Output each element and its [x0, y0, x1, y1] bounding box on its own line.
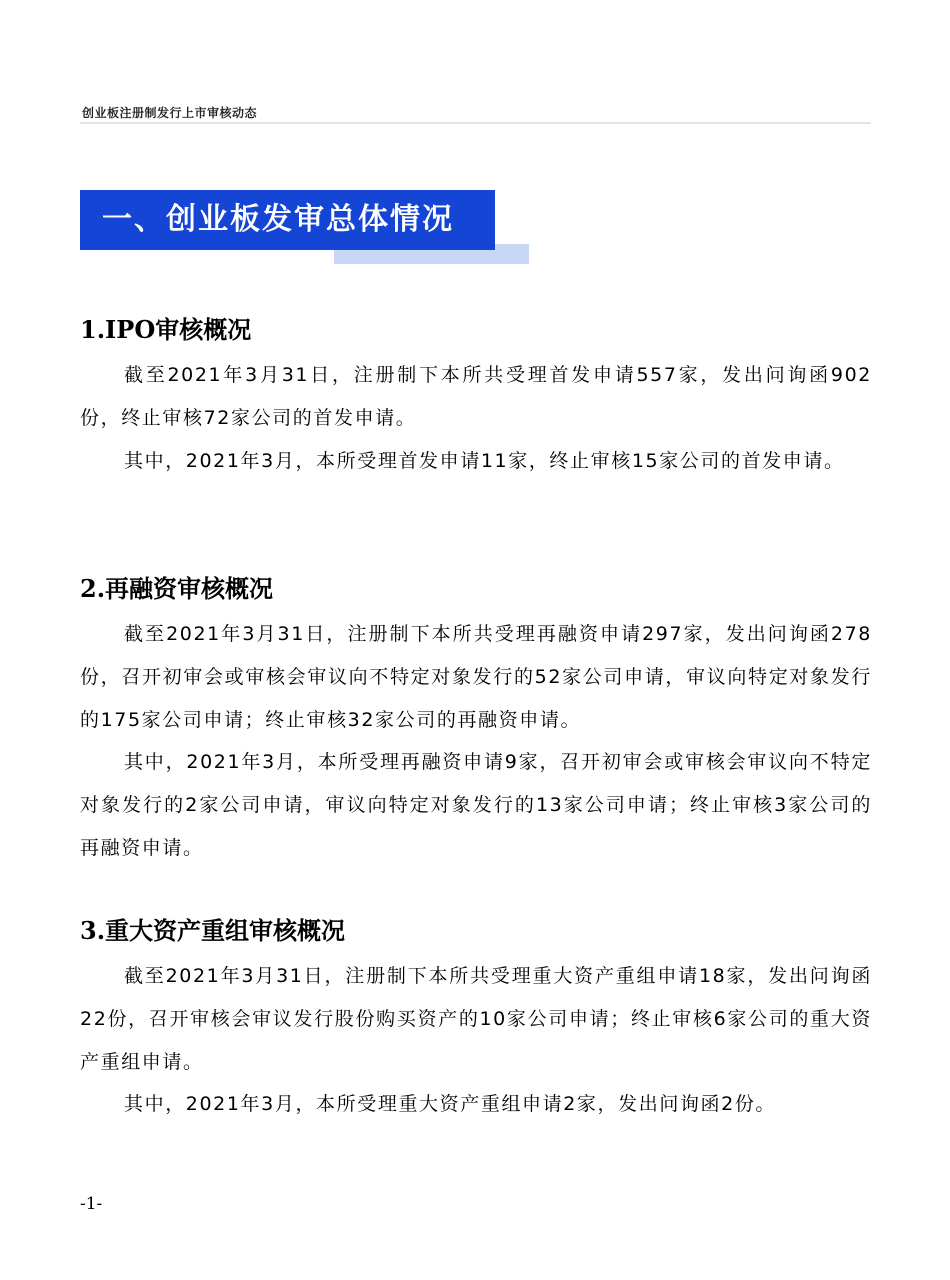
section-title-ipo: 1.IPO审核概况	[80, 315, 252, 344]
paragraph: 截至2021年3月31日，注册制下本所共受理重大资产重组申请18家，发出问询函22份，召开审核会审议发行股份购买资产的10家公司申请；终止审核6家公司的重大资产重组申请。	[80, 965, 872, 1073]
banner-title: 一、创业板发审总体情况	[102, 202, 454, 237]
paragraph: 其中，2021年3月，本所受理再融资申请9家，召开初审会或审核会审议向不特定对象发行的2家公司申请，审议向特定对象发行的13家公司申请；终止审核3家公司的再融资申请。	[80, 751, 872, 859]
paragraph: 其中，2021年3月，本所受理重大资产重组申请2家，发出问询函2份。	[124, 1093, 777, 1115]
section-title-restructuring: 3.重大资产重组审核概况	[80, 916, 346, 945]
paragraph: 截至2021年3月31日，注册制下本所共受理再融资申请297家，发出问询函278份，召开初审会或审核会审议向不特定对象发行的52家公司申请，审议向特定对象发行的175家公司申请；终止审核32家公司的再融资申请。	[80, 623, 872, 731]
paragraph: 其中，2021年3月，本所受理首发申请11家，终止审核15家公司的首发申请。	[124, 450, 845, 472]
running-header: 创业板注册制发行上市审核动态	[82, 106, 258, 120]
paragraph: 截至2021年3月31日，注册制下本所共受理首发申请557家，发出问询函902份，终止审核72家公司的首发申请。	[80, 364, 872, 429]
section-title-refinancing: 2.再融资审核概况	[80, 574, 274, 603]
page-number: -1-	[80, 1194, 103, 1214]
header-divider	[80, 122, 871, 124]
